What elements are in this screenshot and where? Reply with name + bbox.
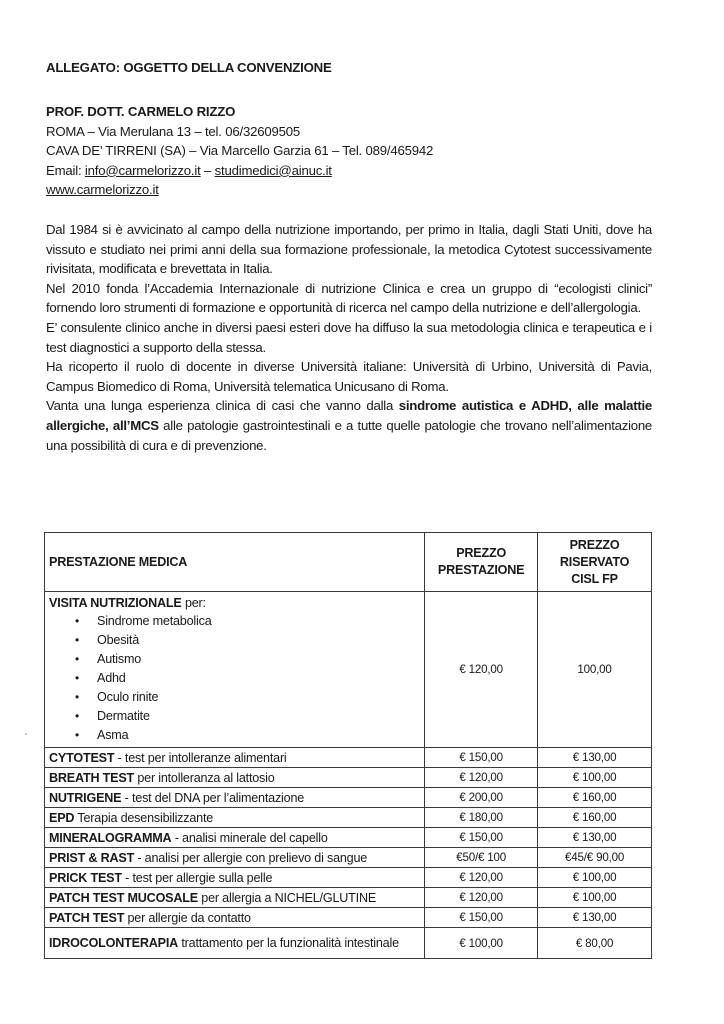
header-price-line: PRESTAZIONE <box>437 563 525 577</box>
email-link-studimedici[interactable]: studimedici@ainuc.it <box>214 162 332 178</box>
email-line <box>46 161 652 181</box>
service-name: VISITA NUTRIZIONALE <box>49 596 182 610</box>
table-row <box>45 768 652 788</box>
service-detail: - analisi minerale del capello <box>171 830 328 845</box>
service-description <box>45 808 425 828</box>
document-page <box>46 58 652 455</box>
bullet-icon: • <box>75 652 80 666</box>
price-table <box>44 532 652 959</box>
service-price: € 150,00 <box>425 828 538 848</box>
service-description <box>45 848 425 868</box>
condition-label: Sindrome metabolica <box>97 614 212 628</box>
service-detail: Terapia desensibilizzante <box>74 810 214 825</box>
condition-item <box>75 726 420 745</box>
bio-paragraph: Nel 2010 fonda l’Accademia Internazionale di nutrizione Clinica e crea un gruppo di “ecologisti clinici” fornendo loro strumenti di formazione e opportunità di ricerca nel campo della nutrizione e dell’allergologia. <box>46 280 652 316</box>
service-price: € 120,00 <box>425 888 538 908</box>
condition-item <box>75 707 420 726</box>
table-row <box>45 848 652 868</box>
bio-highlight: sindrome autistica e ADHD, alle malattie allergiche, all’MCS <box>46 398 652 433</box>
bio-paragraph: Dal 1984 si è avvicinato al campo della nutrizione importando, per primo in Italia, dagli Stati Uniti, dove ha vissuto e studiato nei primi anni della sua formazione professionale, la metodica Cytotest successivamente rivisitata, modificata e brevettata in Italia. <box>46 221 652 277</box>
condition-item <box>75 612 420 631</box>
table-row <box>45 788 652 808</box>
service-description <box>45 828 425 848</box>
service-cisl-price: € 130,00 <box>538 748 652 768</box>
service-price: € 150,00 <box>425 908 538 928</box>
service-suffix: per: <box>181 596 206 610</box>
table-row <box>45 748 652 768</box>
website-link[interactable]: www.carmelorizzo.it <box>46 182 159 198</box>
visit-description <box>45 592 425 748</box>
table-row <box>45 868 652 888</box>
address-rome: ROMA – Via Merulana 13 – tel. 06/32609505 <box>46 123 301 139</box>
bio-text: Vanta una lunga esperienza clinica di casi che vanno dalla <box>46 398 399 414</box>
header-cisl-line: CISL FP <box>571 571 618 586</box>
service-detail: per allergie da contatto <box>124 910 251 925</box>
bio-paragraph <box>46 396 652 455</box>
bullet-icon: • <box>75 614 80 628</box>
table-row <box>45 888 652 908</box>
service-cisl-price: € 130,00 <box>538 828 652 848</box>
service-price: € 200,00 <box>425 788 538 808</box>
service-name: IDROCOLONTERAPIA <box>49 936 179 950</box>
service-detail: - analisi per allergie con prelievo di sangue <box>134 850 368 865</box>
service-name: NUTRIGENE <box>49 790 122 805</box>
service-detail: - test del DNA per l’alimentazione <box>121 790 305 805</box>
header-service: PRESTAZIONE MEDICA <box>45 533 425 592</box>
service-price: € 180,00 <box>425 808 538 828</box>
bullet-icon: • <box>75 633 80 647</box>
service-cisl-price: € 160,00 <box>538 808 652 828</box>
header-cisl-line: PREZZO <box>569 537 620 552</box>
condition-label: Dermatite <box>97 709 150 723</box>
header-price <box>425 533 538 592</box>
service-name: PRICK TEST <box>49 870 122 885</box>
service-description <box>45 768 425 788</box>
service-price: € 150,00 <box>425 748 538 768</box>
service-price: € 120,00 <box>425 768 538 788</box>
service-detail: per intolleranza al lattosio <box>134 770 275 785</box>
condition-label: Autismo <box>97 652 142 666</box>
service-cisl-price: €45/€ 90,00 <box>538 848 652 868</box>
biography <box>46 220 652 455</box>
service-name: PATCH TEST MUCOSALE <box>49 890 198 905</box>
service-description <box>45 888 425 908</box>
contact-block <box>46 102 652 200</box>
header-price-line: PREZZO <box>456 546 507 560</box>
condition-label: Adhd <box>97 671 126 685</box>
service-price: € 120,00 <box>425 868 538 888</box>
service-name: EPD <box>49 810 75 825</box>
service-description <box>45 868 425 888</box>
service-detail: - test per allergie sulla pelle <box>121 870 273 885</box>
condition-item <box>75 688 420 707</box>
service-description <box>45 788 425 808</box>
service-detail: trattamento per la funzionalità intestinale <box>178 936 399 950</box>
service-description <box>45 928 425 959</box>
service-cisl-price: € 160,00 <box>538 788 652 808</box>
service-cisl-price: € 100,00 <box>538 868 652 888</box>
service-cisl-price: € 100,00 <box>538 888 652 908</box>
service-name: BREATH TEST <box>49 770 135 785</box>
bio-paragraph: E’ consulente clinico anche in diversi paesi esteri dove ha diffuso la sua metodologia clinica e terapeutica e i test diagnostici a supporto della stessa. <box>46 319 652 355</box>
service-name: PRIST & RAST <box>49 850 135 865</box>
service-description <box>45 908 425 928</box>
table-header-row <box>45 533 652 592</box>
email-label: Email: <box>46 162 85 178</box>
header-cisl-price <box>538 533 652 592</box>
service-cisl-price: € 130,00 <box>538 908 652 928</box>
service-name: PATCH TEST <box>49 910 125 925</box>
service-detail: - test per intolleranze alimentari <box>114 750 287 765</box>
condition-label: Oculo rinite <box>97 690 159 704</box>
address-cava: CAVA DE’ TIRRENI (SA) – Via Marcello Garzia 61 – Tel. 089/465942 <box>46 143 434 159</box>
visit-cisl-price: 100,00 <box>538 592 652 748</box>
table-row <box>45 908 652 928</box>
table-row <box>45 808 652 828</box>
document-title: ALLEGATO: OGGETTO DELLA CONVENZIONE <box>46 60 332 75</box>
condition-item <box>75 650 420 669</box>
condition-item <box>75 631 420 650</box>
bullet-icon: • <box>75 690 80 704</box>
email-link-info[interactable]: info@carmelorizzo.it <box>84 162 201 178</box>
service-price: € 100,00 <box>425 928 538 959</box>
service-name: MINERALOGRAMMA <box>49 830 172 845</box>
condition-label: Asma <box>97 728 129 742</box>
service-description <box>45 748 425 768</box>
table-row <box>45 828 652 848</box>
bullet-icon: • <box>75 709 80 723</box>
header-cisl-line: RISERVATO <box>559 554 630 569</box>
table-row-visit <box>45 592 652 748</box>
doctor-name: PROF. DOTT. CARMELO RIZZO <box>46 104 236 119</box>
service-detail: per allergia a NICHEL/GLUTINE <box>197 890 377 905</box>
table-row <box>45 928 652 959</box>
service-cisl-price: € 80,00 <box>538 928 652 959</box>
condition-item <box>75 669 420 688</box>
bullet-icon: • <box>75 728 80 742</box>
bio-paragraph: Ha ricoperto il ruolo di docente in diverse Università italiane: Università di Urbino, Università di Pavia, Campus Biomedico di Roma, Università telematica Unicusano di Roma. <box>46 359 652 394</box>
visit-price: € 120,00 <box>425 592 538 748</box>
service-price: €50/€ 100 <box>425 848 538 868</box>
bio-text: alle patologie gastrointestinali e a tutte quelle patologie che trovano nell’alimentazione una possibilità di cura e di prevenzione. <box>46 417 653 453</box>
condition-label: Obesità <box>97 633 140 647</box>
email-separator: – <box>200 162 215 178</box>
bullet-icon: • <box>75 671 80 685</box>
service-cisl-price: € 100,00 <box>538 768 652 788</box>
service-name: CYTOTEST <box>49 750 115 765</box>
conditions-list <box>49 612 420 745</box>
scan-artifact <box>25 733 27 735</box>
